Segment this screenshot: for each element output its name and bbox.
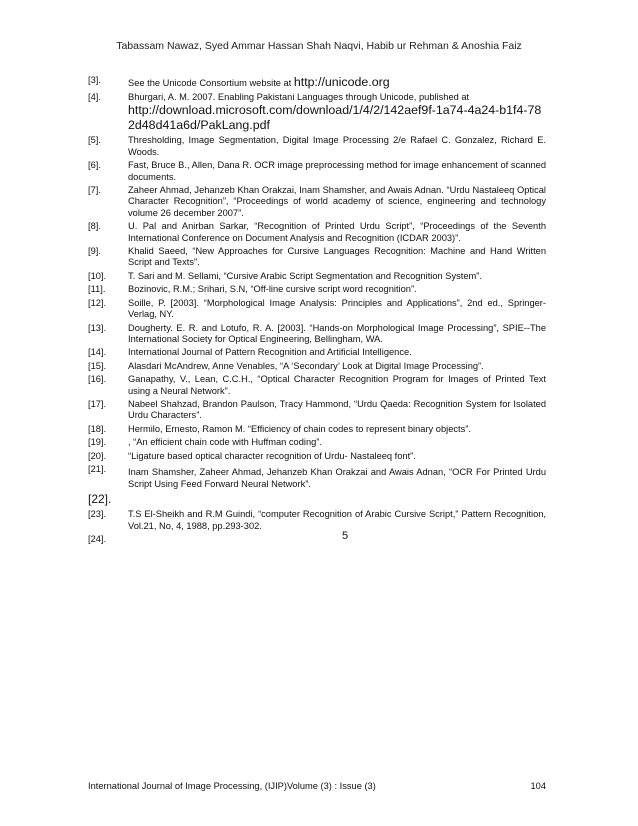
stray-page-mark: 5 bbox=[342, 530, 349, 542]
reference-item bbox=[88, 424, 546, 435]
reference-item bbox=[88, 492, 546, 507]
reference-number: [5]. bbox=[88, 135, 101, 146]
reference-item bbox=[88, 246, 546, 269]
reference-item bbox=[88, 92, 546, 133]
reference-text: Soille, P. [2003]. “Morphological Image Analysis: Principles and Applications”, 2nd ed., Springer-Verlag, NY. bbox=[128, 297, 546, 320]
reference-text: Khalid Saeed, “New Approaches for Cursive Languages Recognition: Machine and Hand Written Script and Texts”. bbox=[128, 246, 546, 268]
reference-number: [8]. bbox=[88, 221, 101, 232]
reference-item bbox=[88, 323, 546, 346]
reference-item bbox=[88, 451, 546, 462]
page-number: 104 bbox=[530, 781, 546, 791]
reference-text: U. Pal and Anirban Sarkar, “Recognition of Printed Urdu Script”, “Proceedings of the Seventh International Conference on Document Analysis and Recognition (ICDAR 2003)”. bbox=[128, 221, 546, 243]
reference-text: Nabeel Shahzad, Brandon Paulson, Tracy Hammond, “Urdu Qaeda: Recognition System for Isolated Urdu Characters”. bbox=[128, 398, 546, 421]
reference-text: See the Unicode Consortium website at http://unicode.org bbox=[128, 75, 390, 89]
reference-item bbox=[88, 160, 546, 183]
running-header: Tabassam Nawaz, Syed Ammar Hassan Shah Naqvi, Habib ur Rehman & Anoshia Faiz bbox=[116, 40, 522, 52]
reference-text: Inam Shamsher, Zaheer Ahmad, Jehanzeb Khan Orakzai and Awais Adnan, “OCR For Printed Urdu Script Using Feed Forward Neural Network”. bbox=[128, 466, 546, 489]
reference-text: T.S El-Sheikh and R.M Guindi, “computer Recognition of Arabic Cursive Script,” Pattern Recognition, Vol.21, No, 4, 1988, pp.293-302. bbox=[128, 509, 546, 531]
reference-item bbox=[88, 534, 546, 545]
reference-number: [13]. bbox=[88, 322, 107, 333]
reference-item bbox=[88, 221, 546, 244]
reference-number: [21]. bbox=[88, 463, 107, 474]
reference-number: [19]. bbox=[88, 437, 107, 448]
reference-item bbox=[88, 509, 546, 532]
reference-text: International Journal of Pattern Recognition and Artificial Intelligence. bbox=[128, 347, 412, 358]
reference-text: Dougherty. E. R. and Lotufo, R. A. [2003]. “Hands-on Morphological Image Processing”, SPIE--The International Society for Optical Engineering, Bellingham, WA. bbox=[128, 322, 546, 344]
reference-text: Fast, Bruce B., Allen, Dana R. OCR image preprocessing method for image enhancement of scanned documents. bbox=[128, 160, 546, 182]
reference-item bbox=[88, 185, 546, 219]
reference-item bbox=[88, 361, 546, 372]
reference-number: [9]. bbox=[88, 246, 101, 257]
reference-number: [4]. bbox=[88, 92, 101, 102]
reference-number: [20]. bbox=[88, 450, 107, 461]
reference-number: [7]. bbox=[88, 185, 101, 196]
reference-number: [12]. bbox=[88, 297, 107, 308]
reference-item bbox=[88, 135, 546, 158]
reference-number: [24]. bbox=[88, 534, 107, 545]
reference-text: Bhurgari, A. M. 2007. Enabling Pakistani Languages through Unicode, published at http://download.microsoft.com/download/1/4/2/142aef9f-1a74-4a24-b1f4-782d48d41a6d/PakLang.pdf bbox=[128, 92, 542, 133]
reference-item bbox=[88, 347, 546, 358]
page-footer bbox=[88, 781, 546, 791]
reference-text: Zaheer Ahmad, Jehanzeb Khan Orakzai, Inam Shamsher, and Awais Adnan. “Urdu Nastaleeq Optical Character Recognition”, “Proceedings of world academy of science, engineering and technology volume 26 december 2007”. bbox=[128, 185, 546, 218]
reference-number: [22]. bbox=[88, 492, 112, 507]
reference-number: [23]. bbox=[88, 509, 107, 520]
reference-number: [15]. bbox=[88, 360, 107, 371]
reference-text: , “An efficient chain code with Huffman coding”. bbox=[128, 437, 322, 448]
reference-number: [6]. bbox=[88, 160, 101, 171]
reference-text: Thresholding, Image Segmentation, Digital Image Processing 2/e Rafael C. Gonzalez, Richard E. Woods. bbox=[128, 135, 546, 157]
reference-item bbox=[88, 271, 546, 282]
reference-list bbox=[88, 75, 546, 552]
reference-text: Ganapathy, V., Lean, C.C.H., “Optical Character Recognition Program for Images of Printed Text using a Neural Network”. bbox=[128, 374, 546, 396]
reference-number: [10]. bbox=[88, 270, 107, 281]
reference-number: [14]. bbox=[88, 347, 107, 358]
reference-item bbox=[88, 437, 546, 448]
reference-item bbox=[88, 284, 546, 295]
journal-citation: International Journal of Image Processing, (IJIP)Volume (3) : Issue (3) bbox=[88, 781, 376, 791]
reference-item bbox=[88, 399, 546, 422]
reference-text: T. Sari and M. Sellami, “Cursive Arabic Script Segmentation and Recognition System”. bbox=[128, 270, 482, 281]
reference-item bbox=[88, 464, 546, 490]
reference-text: Bozinovic, R.M.; Srihari, S.N, “Off-line cursive script word recognition”. bbox=[128, 284, 417, 295]
reference-link[interactable]: http://unicode.org bbox=[293, 75, 390, 89]
reference-number: [3]. bbox=[88, 75, 101, 85]
reference-text: “Ligature based optical character recognition of Urdu- Nastaleeq font”. bbox=[128, 450, 416, 461]
reference-number: [11]. bbox=[88, 284, 106, 295]
reference-number: [17]. bbox=[88, 398, 107, 409]
reference-item bbox=[88, 298, 546, 321]
reference-item bbox=[88, 374, 546, 397]
reference-text: Hermilo, Ernesto, Ramon M. “Efficiency of chain codes to represent binary objects”. bbox=[128, 423, 471, 434]
reference-number: [18]. bbox=[88, 423, 107, 434]
reference-text: Alasdari McAndrew, Anne Venables, “A ‘Secondary’ Look at Digital Image Processing”. bbox=[128, 360, 484, 371]
reference-number: [16]. bbox=[88, 374, 107, 385]
reference-item bbox=[88, 75, 546, 90]
reference-link[interactable]: http://download.microsoft.com/download/1/4/2/142aef9f-1a74-4a24-b1f4-782d48d41a6d/PakLang.pdf bbox=[128, 103, 542, 133]
